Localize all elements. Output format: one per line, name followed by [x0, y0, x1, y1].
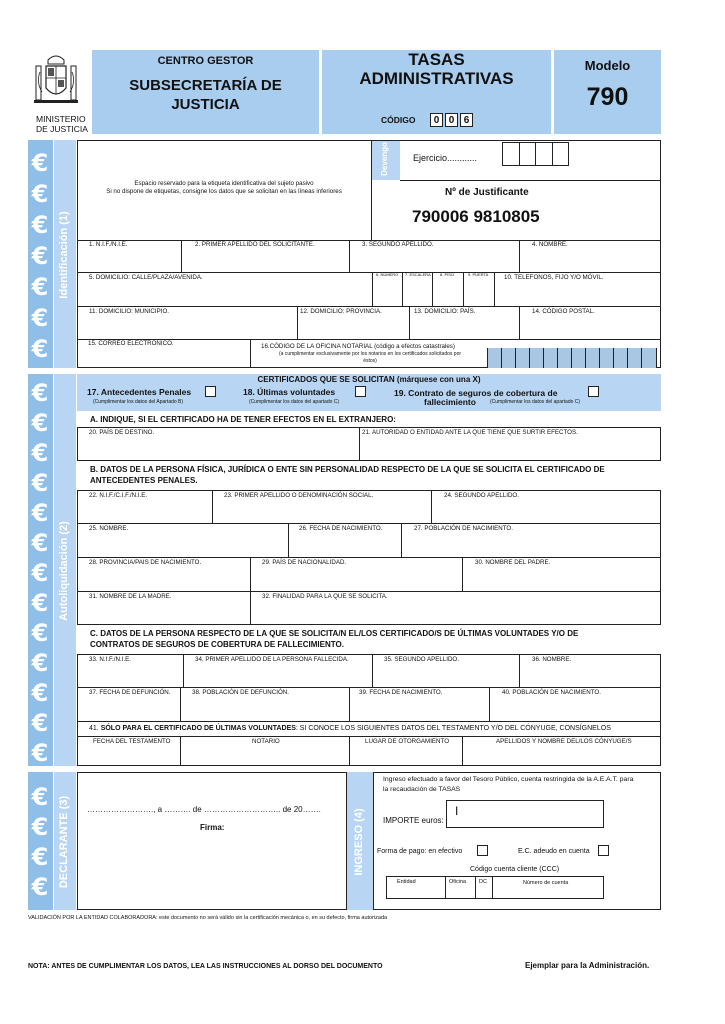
justificante-label: Nº de Justificante — [445, 187, 529, 198]
ccc-oficina-label: Oficina — [449, 879, 467, 885]
cert-19-line2: fallecimiento — [424, 397, 476, 407]
field-1-label: 1. N.I.F./N.I.E. — [89, 241, 128, 248]
euro-icon: € — [31, 619, 49, 647]
centro-gestor-label: CENTRO GESTOR — [157, 55, 254, 67]
section-a-title: A. INDIQUE, SI EL CERTIFICADO HA DE TENER EFECTOS EN EL EXTRANJERO: — [90, 415, 396, 424]
pago-efectivo-label: Forma de pago: en efectivo — [377, 848, 463, 855]
importe-input[interactable] — [446, 800, 604, 828]
modelo-label: Modelo — [584, 58, 631, 73]
codigo-digit: 0 — [430, 113, 443, 127]
field-32-label: 32. FINALIDAD PARA LA QUE SE SOLICITA. — [262, 593, 388, 600]
field-38-label: 38. POBLACIÓN DE DEFUNCIÓN. — [192, 689, 289, 696]
ccc-dc-label: DC — [479, 879, 487, 885]
euro-icon: € — [31, 439, 49, 467]
field-27-label: 27. POBLACIÓN DE NACIMIENTO. — [414, 525, 513, 532]
euro-icon: € — [31, 379, 49, 407]
field-16-label: 16.CÓDIGO DE LA OFICINA NOTARIAL (código a efectos catastrales) — [261, 343, 455, 350]
oficina-notarial-boxes[interactable] — [487, 348, 657, 368]
ingreso-line1: Ingreso efectuado a favor del Tesoro Público, cuenta restringida de la A.E.A.T. para — [383, 776, 634, 783]
field-16-note2: éstos) — [363, 358, 377, 364]
field-39-label: 39. FECHA DE NACIMIENTO. — [359, 689, 443, 696]
ministerio-line1: MINISTERIO — [36, 114, 86, 124]
euro-icon: € — [31, 873, 49, 901]
field-22-label: 22. N.I.F./C.I.F./N.I.E. — [89, 492, 148, 499]
cert-18-note: (Cumplimentar los datos del apartado C) — [249, 399, 340, 405]
pago-ec-checkbox[interactable] — [598, 845, 609, 856]
ejercicio-label: Ejercicio............ — [413, 153, 478, 163]
devengo-label: Devengo — [380, 142, 389, 176]
certificados-title: CERTIFICADOS QUE SE SOLICITAN (márquese con una X) — [257, 375, 481, 384]
testamento-lugar-header: LUGAR DE OTORGAMIENTO — [365, 738, 450, 745]
field-6-label: 6. NÚMERO — [376, 272, 399, 277]
euro-icon: € — [31, 709, 49, 737]
section-b-title-line2: ANTECEDENTES PENALES. — [90, 476, 198, 485]
ccc-entidad-label: Entidad — [397, 879, 416, 885]
euro-icon: € — [31, 843, 49, 871]
field-16-note1: (a cumplimentar exclusivamente por los notarios en los certificados solicitados por — [278, 351, 462, 357]
euro-icon: € — [31, 304, 49, 332]
field-34-label: 34. PRIMER APELLIDO DE LA PERSONA FALLECIDA. — [195, 656, 349, 663]
euro-icon: € — [31, 335, 49, 363]
euro-icon: € — [31, 211, 49, 239]
field-4-label: 4. NOMBRE. — [532, 241, 568, 248]
declarante-date-line: ……………………., a ………. de ……………………….. de 20……. — [87, 805, 321, 814]
section-b-title-line1: B. DATOS DE LA PERSONA FÍSICA, JURÍDICA O ENTE SIN PERSONALIDAD RESPECTO DE LA QUE SE SOLICITA EL CERTIFICADO DE — [90, 465, 605, 474]
section3-label: DECLARANTE (3) — [58, 795, 70, 889]
section1-label: Identificación (1) — [58, 211, 70, 299]
importe-mark: I — [455, 804, 459, 818]
euro-icon: € — [31, 409, 49, 437]
centro-gestor-line2: JUSTICIA — [171, 96, 240, 113]
field-21-label: 21. AUTORIDAD O ENTIDAD ANTE LA QUE TIENE QUE SURTIR EFECTOS. — [362, 429, 578, 436]
field-25-label: 25. NOMBRE. — [89, 525, 129, 532]
codigo-label: CÓDIGO — [381, 115, 416, 125]
field-41-prefix: 41. — [89, 725, 101, 732]
field-10-label: 10. TELEFONOS, FIJO Y/O MÓVIL. — [504, 274, 604, 281]
field-40-label: 40. POBLACIÓN DE NACIMIENTO. — [502, 689, 601, 696]
field-41-rest: : SI CONOCE LOS SIGUIENTES DATOS DEL TESTAMENTO Y/O DEL CÓNYUGE, CONSÍGNELOS — [295, 725, 611, 732]
cert-17-label: 17. Antecedentes Penales — [87, 387, 192, 397]
field-24-label: 24. SEGUNDO APELLIDO. — [444, 492, 519, 499]
field-29-label: 29. PAÍS DE NACIONALIDAD. — [262, 559, 347, 566]
euro-icon: € — [31, 783, 49, 811]
field-15-label: 15. CORREO ELECTRÓNICO. — [88, 340, 174, 347]
testamento-apellidos-header: APELLIDOS Y NOMBRE DEL/LOS CÓNYUGE/S — [496, 738, 632, 745]
section-c-title-line2: CONTRATOS DE SEGUROS DE COBERTURA DE FALLECIMIENTO. — [90, 640, 344, 649]
field-3-label: 3. SEGUNDO APELLIDO. — [362, 241, 434, 248]
euro-icon: € — [31, 649, 49, 677]
coat-of-arms-icon — [34, 52, 78, 112]
field-36-label: 36. NOMBRE. — [532, 656, 572, 663]
field-41-label — [89, 725, 611, 733]
euro-icon: € — [31, 529, 49, 557]
field-35-label: 35. SEGUNDO APELLIDO. — [384, 656, 459, 663]
euro-icon: € — [31, 242, 49, 270]
ccc-numero-label: Número de cuenta — [523, 880, 569, 886]
section-c-title-line1: C. DATOS DE LA PERSONA RESPECTO DE LA QUE SE SOLICITA/N EL/LOS CERTIFICADO/S DE ÚLTIMAS VOLUNTADES Y/O DE — [90, 629, 579, 638]
nota-instrucciones: NOTA: ANTES DE CUMPLIMENTAR LOS DATOS, LEA LAS INSTRUCCIONES AL DORSO DEL DOCUMENTO — [28, 963, 383, 970]
codigo-digit: 0 — [445, 113, 458, 127]
ingreso-line2: la recaudación de TASAS — [383, 786, 461, 793]
field-12-label: 12. DOMICILIO: PROVINCIA. — [300, 308, 382, 315]
justificante-number: 790006 9810805 — [412, 207, 540, 226]
field-28-label: 28. PROVINCIA/PAIS DE NACIMIENTO. — [89, 559, 202, 566]
ministerio-line2: DE JUSTICIA — [36, 124, 88, 134]
euro-icon: € — [31, 679, 49, 707]
cert-18-label: 18. Últimas voluntades — [243, 387, 336, 397]
etiqueta-line2: Si no dispone de etiquetas, consigne los datos que se solicitan en las líneas inferiores — [106, 188, 342, 195]
tasas-line2: ADMINISTRATIVAS — [359, 69, 514, 88]
section2-label: Autoliquidación (2) — [58, 521, 70, 621]
field-31-label: 31. NOMBRE DE LA MADRE. — [89, 593, 172, 600]
field-13-label: 13. DOMICILIO: PAÍS. — [414, 308, 476, 315]
euro-icon: € — [31, 559, 49, 587]
field-37-label: 37. FECHA DE DEFUNCIÓN. — [89, 689, 171, 696]
ccc-input[interactable] — [386, 876, 604, 899]
field-23-label: 23. PRIMER APELLIDO O DENOMINACIÓN SOCIAL. — [224, 492, 374, 499]
codigo-digit: 6 — [460, 113, 473, 127]
importe-label: IMPORTE euros: — [383, 816, 444, 825]
euro-icon: € — [31, 469, 49, 497]
field-20-label: 20. PAÍS DE DESTINO. — [89, 429, 155, 436]
pago-ec-label: E.C. adeudo en cuenta — [518, 848, 590, 855]
cert-19-note: (Cumplimentar los datos del apartado C) — [490, 399, 581, 405]
field-41-bold: SÓLO PARA EL CERTIFICADO DE ÚLTIMAS VOLUNTADES — [100, 725, 296, 732]
tasas-line1: TASAS — [408, 50, 465, 69]
euro-icon: € — [31, 739, 49, 767]
field-11-label: 11. DOMICILIO: MUNICIPIO. — [89, 308, 169, 315]
section-c-frame — [77, 654, 661, 766]
declarante-frame — [77, 772, 347, 910]
field-30-label: 30. NOMBRE DEL PADRE. — [475, 559, 551, 566]
euro-icon: € — [31, 589, 49, 617]
field-2-label: 2. PRIMER APELLIDO DEL SOLICITANTE. — [195, 241, 315, 248]
euro-icon: € — [31, 499, 49, 527]
testamento-notario-header: NOTARIO — [252, 738, 280, 745]
ccc-label: Código cuenta cliente (CCC) — [470, 866, 560, 873]
euro-icon: € — [31, 273, 49, 301]
field-9-label: 9. PUERTA — [468, 272, 489, 277]
section4-label: INGRESO (4) — [353, 808, 365, 876]
cert-19-line1: 19. Contrato de seguros de cobertura de — [394, 388, 558, 398]
field-7-label: 7. ESCALERA — [405, 272, 431, 277]
ejemplar-label: Ejemplar para la Administración. — [525, 961, 650, 970]
cert-18-checkbox[interactable] — [355, 386, 366, 397]
declarante-firma-label: Firma: — [200, 823, 225, 832]
field-26-label: 26. FECHA DE NACIMIENTO. — [299, 525, 383, 532]
identificacion-frame — [77, 140, 661, 368]
modelo-number: 790 — [586, 83, 629, 111]
euro-icon: € — [31, 813, 49, 841]
euro-icon: € — [31, 149, 49, 177]
euro-icon: € — [31, 180, 49, 208]
etiqueta-line1: Espacio reservado para la etiqueta identificativa del sujeto pasivo — [134, 180, 314, 187]
centro-gestor-line1: SUBSECRETARÍA DE — [129, 77, 282, 94]
cert-17-note: (Cumplimentar los datos del Apartado B) — [93, 399, 184, 405]
cert-17-checkbox[interactable] — [205, 386, 216, 397]
pago-efectivo-checkbox[interactable] — [477, 845, 488, 856]
field-5-label: 5. DOMICILIO: CALLE/PLAZA/AVENIDA. — [89, 274, 203, 281]
field-14-label: 14. CÓDIGO POSTAL. — [532, 308, 595, 315]
testamento-fecha-header: FECHA DEL TESTAMENTO — [93, 738, 171, 745]
field-33-label: 33. N.I.F./N.I.E. — [89, 656, 131, 663]
field-8-label: 8. PISO — [440, 272, 455, 277]
validacion-note: VALIDACIÓN POR LA ENTIDAD COLABORADORA: este documento no será válido sin la certificación mecánica o, en su defecto, firma autorizada — [28, 915, 388, 921]
cert-19-checkbox[interactable] — [588, 386, 599, 397]
